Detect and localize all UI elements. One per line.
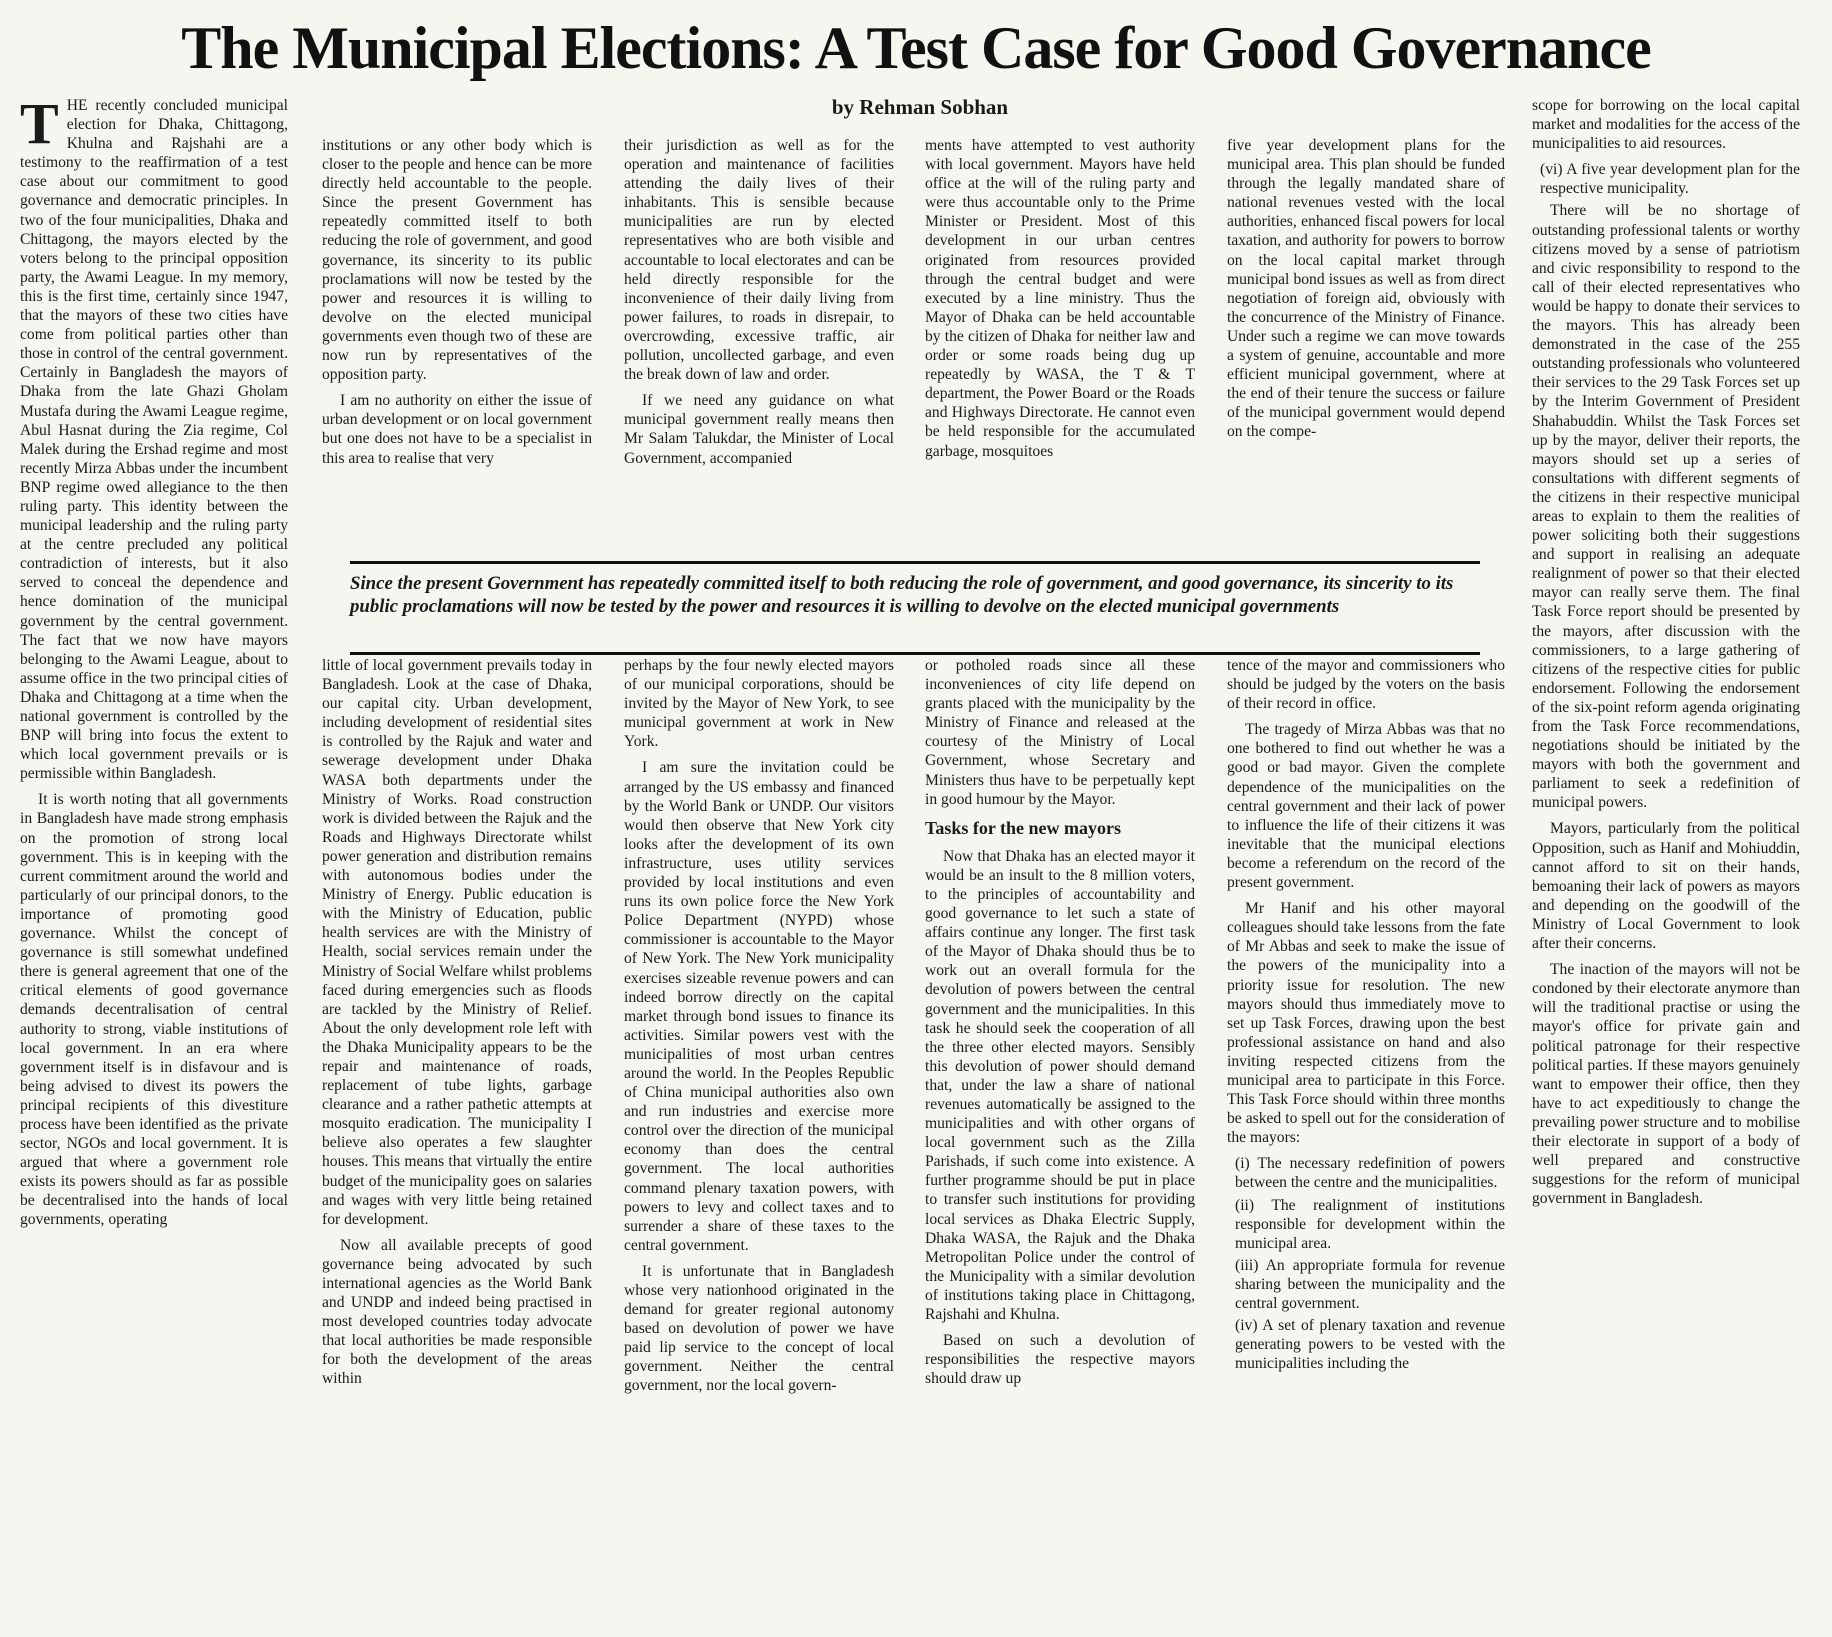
column-5-bottom: [1227, 656, 1505, 1637]
paragraph: It is worth noting that all governments in Bangladesh have made strong emphasis on the promotion of strong local government. This is in keeping with the current commitment around the world and particularly of our principal donors, to the importance of promoting good governance. Whilst the concept of governance is still somewhat undefined there is general agreement that one of the critical elements of good governance demands decentralisation of central authority to strong, viable institutions of local government. In an era where government itself is in disfavour and is being advised to divest its powers the principal recipients of this divestiture process have been identified as the private sector, NGOs and local government. It is argued that where a government role exists its powers should as far as possible be decentralised into the hands of local governments, operating: [20, 791, 288, 1229]
column-2-top: [322, 136, 592, 554]
paragraph: little of local government prevails today in Bangladesh. Look at the case of Dhaka, our capital city. Urban development, including development of residential sites is controlled by the Rajuk and water and sewerage development under Dhaka WASA both departments under the Ministry of Works. Road construction work is divided between the Rajuk and the Roads and Highways Directorate whilst power generation and distribution remains with autonomous bodies under the Ministry of Energy. Public education is with the Ministry of Education, public health services are with the Ministry of Health, social services remain under the Ministry of Social Welfare whilst problems faced during emergencies such as floods are tackled by the Ministry of Relief. About the only development role left with the Dhaka Municipality appears to be the repair and maintenance of roads, replacement of tube lights, garbage clearance and a rather pathetic attempts at mosquito eradication. The municipality I believe also operates a few slaughter houses. This means that virtually the entire budget of the municipality goes on salaries and wages with very little being retained for development.: [322, 657, 592, 1228]
column-5-top: [1227, 136, 1505, 554]
paragraph: I am no authority on either the issue of urban development or on local government but one does not have to be a specialist in this area to realise that very: [322, 392, 592, 467]
pull-quote: [350, 561, 1480, 655]
paragraph: tence of the mayor and commissioners who should be judged by the voters on the basis of their record in office.: [1227, 657, 1505, 713]
column-4-top: [925, 136, 1195, 554]
paragraph: their jurisdiction as well as for the operation and maintenance of facilities attending the daily lives of their inhabitants. This is sensible because municipalities are run by elected representatives who are both visible and accountable to local electorates and can be held directly responsible for the inconvenience of their daily living from power failures, to roads in disrepair, to overcrowding, excessive traffic, air pollution, uncollected garbage, and even the break down of law and order.: [624, 137, 894, 384]
byline: by Rehman Sobhan: [831, 95, 1009, 119]
paragraph: I am sure the invitation could be arranged by the US embassy and financed by the World Bank or UNDP. Our visitors would then observe that New York city looks after the development of its own infrastructure, uses utility services provided by local institutions and even runs its own police force the New York Police Department (NYPD) whose commissioner is accountable to the Mayor of New York. The New York municipality exercises sizeable revenue powers and can indeed borrow directly on the capital market through bond issues to finance its activities. Similar powers vest with the municipalities of most urban centres around the world. In the Peoples Republic of China municipal authorities also own and run industries and exercise more control over the direction of the municipal economy than does the central government. The local authorities command plenary taxation powers, with powers to levy and collect taxes and to surrender a share of these taxes to the central government.: [624, 759, 894, 1254]
column-3-top: [624, 136, 894, 554]
paragraph: [20, 96, 288, 783]
paragraph: Now that Dhaka has an elected mayor it would be an insult to the 8 million voters, to the principles of accountability and good governance to let such a state of affairs continue any longer. The first task of the Mayor of Dhaka should thus be to work out an overall formula for the devolution of powers between the central government and the municipalities. In this task he should seek the cooperation of all the three other elected mayors. Sensibly this devolution of power should demand that, under the law a share of national revenues automatically be assigned to the municipalities and with other organs of local government such as the Zilla Parishads, if such come into existence. A further programme should be put in place to transfer such institutions for providing local services as Dhaka Electric Supply, Dhaka WASA, the Rajuk and the Dhaka Metropolitan Police under the control of the Municipality with a similar devolution of institutions taking place in Chittagong, Rajshahi and Khulna.: [925, 847, 1195, 1323]
paragraph: or potholed roads since all these inconveniences of city life depend on grants placed with the municipality by the Ministry of Finance and released at the courtesy of the Ministry of Local Government, whose Secretary and Ministers thus have to be perpetually kept in good humour by the Mayor.: [925, 657, 1195, 808]
paragraph: five year development plans for the municipal area. This plan should be funded through the legally mandated share of national revenues vested with the local authorities, enhanced fiscal powers for local taxation, and authority for powers to borrow on the local capital market through municipal bond issues as well as from direct negotiation of foreign aid, obviously with the concurrence of the Ministry of Finance. Under such a regime we can move towards a system of genuine, accountable and more efficient municipal government, where at the end of their tenure the success or failure of the municipal government would depend on the compe-: [1227, 137, 1505, 441]
column-3-bottom: [624, 656, 894, 1637]
paragraph: perhaps by the four newly elected mayors of our municipal corporations, should be invited by the Mayor of New York, to see municipal government at work in New York.: [624, 657, 894, 751]
column-6: [1532, 96, 1800, 1637]
subheading: Tasks for the new mayors: [925, 817, 1122, 838]
pull-quote-text: Since the present Government has repeatedly committed itself to both reducing the role of government, and good governance, its sincerity to its public proclamations will now be tested by the power and resources it is willing to devolve on the elected municipal governments: [350, 573, 1454, 617]
paragraph: Mr Hanif and his other mayoral colleagues should take lessons from the fate of Mr Abbas and seek to make the issue of the powers of the municipality into a priority issue for resolution. The new mayors should thus immediately move to set up Task Forces, drawing upon the best professional assistance on hand and also inviting respected citizens from the municipal area to participate in this Force. This Task Force should within three months be asked to spell out for the consideration of the mayors:: [1227, 900, 1505, 1147]
paragraph: If we need any guidance on what municipal government really means then Mr Salam Talukdar, the Minister of Local Government, accompanied: [624, 392, 894, 467]
paragraph: scope for borrowing on the local capital market and modalities for the access of the municipalities to aid resources.: [1532, 97, 1800, 153]
column-1: [20, 96, 288, 1637]
paragraph: institutions or any other body which is closer to the people and hence can be more directly held accountable to the people. Since the present Government has repeatedly committed itself to both reducing the role of government, and good governance, its sincerity to its public proclamations will now be tested by the power and resources it is willing to devolve on the elected municipal governments even though two of these are now run by representatives of the opposition party.: [322, 137, 592, 384]
paragraph: It is unfortunate that in Bangladesh whose very nationhood originated in the demand for greater regional autonomy based on devolution of power we have paid lip service to the concept of local government. Neither the central government, nor the local govern-: [624, 1262, 894, 1395]
paragraph: ments have attempted to vest authority with local government. Mayors have held office at the will of the ruling party and were thus accountable only to the Prime Minister or President. Most of this development in our urban centres originated from resources provided through the central budget and were executed by a line ministry. Thus the Mayor of Dhaka can be held accountable by the citizen of Dhaka for neither law and order or some roads being dug up repeatedly by WASA, the T & T department, the Power Board or the Roads and Highways Directorate. He cannot even be held responsible for the accumulated garbage, mosquitoes: [925, 137, 1195, 460]
paragraph: There will be no shortage of outstanding professional talents or worthy citizens moved by a sense of patriotism and civic responsibility to respond to the call of their elected representatives who would be happy to donate their services to the mayors. This has already been demonstrated in the case of the 255 outstanding professionals who volunteered their services to the 29 Task Forces set up by the Interim Government of President Shahabuddin. Whilst the Task Forces set up by the mayor, deliver their reports, the mayors should set up a series of consultations with different segments of the citizens in their respective municipal areas to explain to them the realities of power soliciting both their suggestions and support in realising an adequate realignment of power so that their elected mayor can really serve them. The final Task Force report should be presented by the mayors, after discussion with the commissioners, to a large gathering of citizens of the respective cities for public endorsement. Following the endorsement of the six-point reform agenda originating from the Task Force recommendations, negotiations should be initiated by the mayors with both the government and parliament to seek a redefinition of municipal powers.: [1532, 202, 1800, 812]
paragraph: The inaction of the mayors will not be condoned by their electorate anymore than will the traditional practise or using the mayor's office for private gain and political patronage for their respective political parties. If these mayors genuinely want to empower their office, then they have to act expeditiously to change the prevailing power structure and to mobilise their electorate in support of a body of well prepared and constructive suggestions for the reform of municipal government in Bangladesh.: [1532, 961, 1800, 1208]
column-2-bottom: [322, 656, 592, 1637]
paragraph: The tragedy of Mirza Abbas was that no one bothered to find out whether he was a good or bad mayor. Given the complete dependence of the municipalities on the central government and their lack of power to influence the life of their citizens it was inevitable that the municipal elections become a referendum on the record of the present government.: [1227, 721, 1505, 892]
drop-cap: T: [20, 96, 59, 156]
list-item: (iv) A set of plenary taxation and revenue generating powers to be vested with the municipalities including the: [1235, 1317, 1505, 1373]
list-item: (vi) A five year development plan for the respective municipality.: [1540, 161, 1800, 198]
paragraph-text: HE recently concluded municipal election for Dhaka, Chittagong, Khulna and Rajshahi are a testimony to the reaffirmation of a test case about our commitment to good governance and democratic principles. In two of the four municipalities, Dhaka and Chittagong, the mayors elected by the voters belong to the principal opposition party, the Awami League. In my memory, this is the first time, certainly since 1947, that the mayors of these two cities have come from political parties other than those in control of the central government. Certainly in Bangladesh the mayors of Dhaka from the late Ghazi Gholam Mustafa during the Awami League regime, Abul Hasnat during the Zia regime, Col Malek during the Ershad regime and most recently Mirza Abbas under the incumbent BNP regime owed allegiance to the then ruling party. This identity between the municipal leadership and the ruling party at the centre precluded any political contradiction of interests, but it also served to conceal the dependence and hence domination of the municipal government by the central government. The fact that we now have mayors belonging to the Awami League, about to assume office in the two principal cities of Dhaka and Chittagong at a time when the national government is controlled by the BNP will bring into focus the extent to which local government prevails or is permissible within Bangladesh.: [20, 97, 288, 783]
paragraph: Mayors, particularly from the political Opposition, such as Hanif and Mohiuddin, cannot afford to sit on their hands, bemoaning their lack of powers as mayors and depending on the goodwill of the Ministry of Local Government to look after their concerns.: [1532, 820, 1800, 953]
headline: The Municipal Elections: A Test Case for Good Governance: [181, 15, 1651, 81]
list-item: (iii) An appropriate formula for revenue sharing between the municipality and the central government.: [1235, 1256, 1505, 1312]
column-4-bottom: [925, 656, 1195, 1637]
list-item: (i) The necessary redefinition of powers between the centre and the municipalities.: [1235, 1155, 1505, 1192]
paragraph: Now all available precepts of good governance being advocated by such international agencies as the World Bank and UNDP and indeed being practised in most developed countries today advocate that local authorities be made responsible for both the development of the areas within: [322, 1236, 592, 1388]
list-item: (ii) The realignment of institutions responsible for development within the municipal area.: [1235, 1196, 1505, 1252]
paragraph: Based on such a devolution of responsibilities the respective mayors should draw up: [925, 1332, 1195, 1388]
